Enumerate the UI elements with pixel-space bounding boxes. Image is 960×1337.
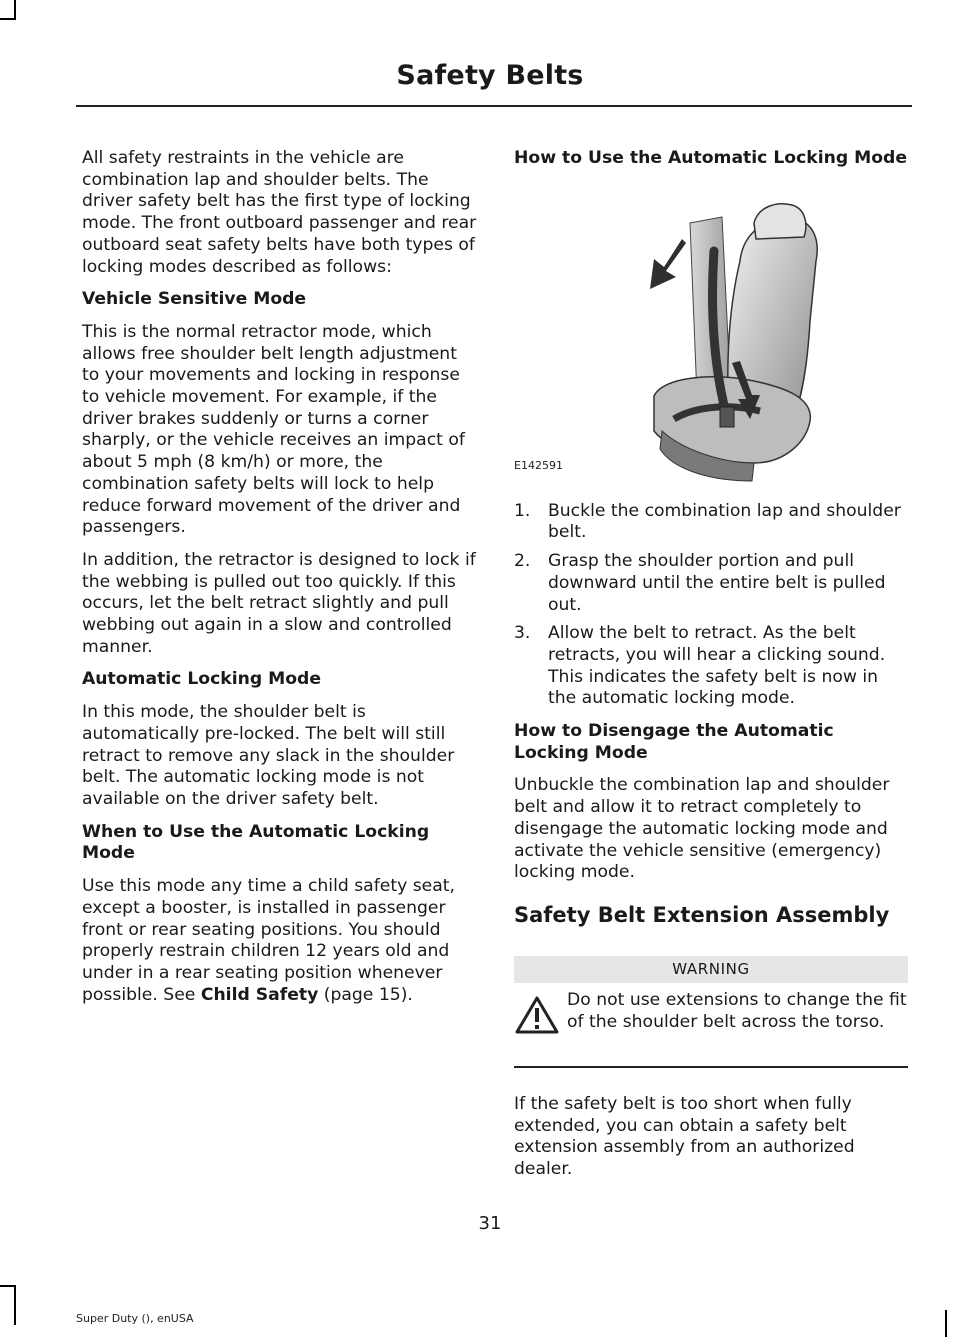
warning-box <box>514 983 908 1068</box>
when-to-use-heading: When to Use the Automatic Locking Mode <box>82 821 430 864</box>
warning-banner: WARNING <box>514 956 908 983</box>
page-title: Safety Belts <box>396 60 584 91</box>
child-safety-link[interactable]: Child Safety <box>200 984 319 1005</box>
list-item <box>514 501 908 544</box>
steps-list <box>514 501 908 710</box>
list-item <box>514 623 908 710</box>
left-column <box>82 148 477 1017</box>
retractor-paragraph: In addition, the retractor is designed to lock if the webbing is pulled out too quickly. If this occurs, let the belt retract slightly and pull webbing out again in a slow and controlled manner. <box>82 549 476 657</box>
when-to-use-text: Use this mode any time a child safety seat, except a booster, is installed in passenger front or rear seating positions. You should properly restrain children 12 years old and under in a rear seating position whenever possible. See <box>82 876 455 1005</box>
crop-mark <box>0 1285 16 1287</box>
step-text: Grasp the shoulder portion and pull downward until the entire belt is pulled out. <box>548 551 886 615</box>
list-item <box>514 551 908 616</box>
crop-mark <box>945 1310 947 1337</box>
how-to-use-heading: How to Use the Automatic Locking Mode <box>514 148 907 168</box>
automatic-locking-mode-paragraph: In this mode, the shoulder belt is automatically pre-locked. The belt will still retract to remove any slack in the shoulder belt. The automatic locking mode is not available on the driver safety belt. <box>82 702 455 809</box>
page-number: 31 <box>478 1213 502 1234</box>
warning-text: Do not use extensions to change the fit of the shoulder belt across the torso. <box>567 989 907 1032</box>
disengage-heading: How to Disengage the Automatic Locking Mode <box>514 721 834 763</box>
warning-triangle-icon <box>514 995 560 1035</box>
vehicle-sensitive-mode-heading: Vehicle Sensitive Mode <box>82 289 307 310</box>
vehicle-sensitive-mode-paragraph: This is the normal retractor mode, which allows free shoulder belt length adjustment to your movements and locking in response to vehicle movement. For example, if the driver brakes suddenly or turns a corner sharply, or the vehicle receives an impact of about 5 mph (8 km/h) or more, the combination safety belts will lock to help reduce forward movement of the driver and passengers. <box>82 321 465 538</box>
automatic-locking-mode-heading: Automatic Locking Mode <box>82 669 322 690</box>
step-number: 3. <box>514 623 531 644</box>
seat-belt-figure <box>514 181 908 491</box>
step-text: Buckle the combination lap and shoulder belt. <box>548 500 901 543</box>
extension-paragraph: If the safety belt is too short when fully extended, you can obtain a safety belt extension assembly from an authorized dealer. <box>514 1093 855 1180</box>
intro-paragraph: All safety restraints in the vehicle are combination lap and shoulder belts. The driver safety belt has the first type of locking mode. The front outboard passenger and rear outboard seat safety belts have both types of locking modes described as follows: <box>82 148 477 277</box>
page-reference: (page 15). <box>318 984 413 1005</box>
crop-mark <box>14 1285 16 1325</box>
step-number: 1. <box>514 500 531 521</box>
step-number: 2. <box>514 551 531 572</box>
disengage-paragraph: Unbuckle the combination lap and shoulder belt and allow it to retract completely to disengage the automatic locking mode and activate the vehicle sensitive (emergency) locking mode. <box>514 775 890 883</box>
when-to-use-paragraph <box>82 876 477 1006</box>
seat-belt-illustration <box>514 181 908 491</box>
figure-code: E142591 <box>514 459 563 472</box>
header-divider <box>76 105 912 107</box>
step-text: Allow the belt to retract. As the belt retracts, you will hear a clicking sound. This indicates the safety belt is now in the automatic locking mode. <box>548 623 886 709</box>
right-column <box>514 148 908 1192</box>
crop-mark <box>14 0 16 20</box>
document-info: Super Duty (), enUSA <box>76 1312 194 1325</box>
extension-section-heading: Safety Belt Extension Assembly <box>514 902 890 927</box>
crop-mark <box>0 18 16 20</box>
